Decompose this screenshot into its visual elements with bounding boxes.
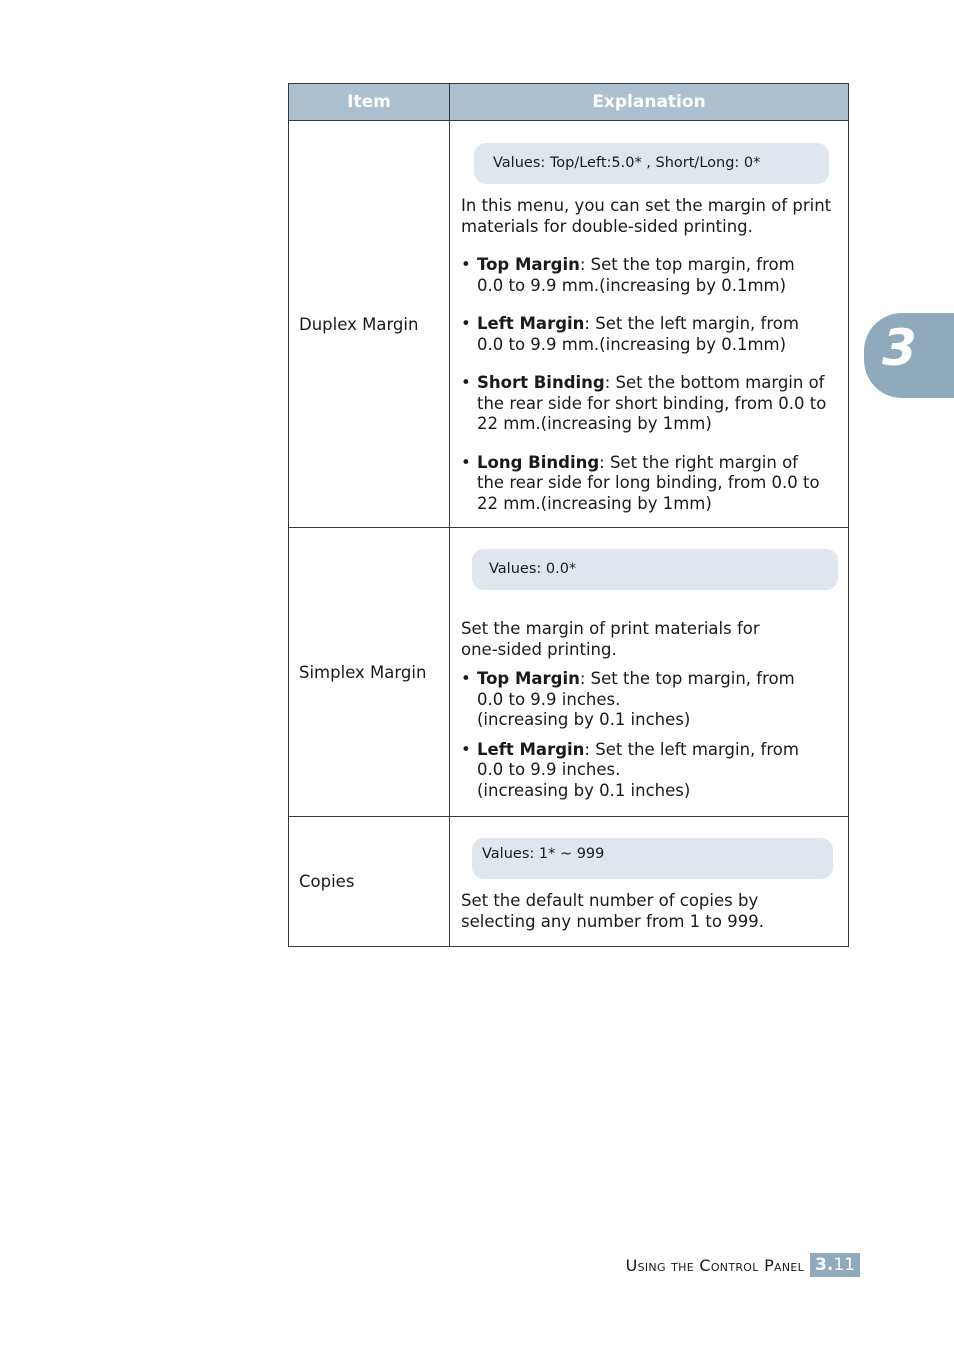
list-item: • Top Margin: Set the top margin, from 0.0 to 9.9 mm.(increasing by 0.1mm) — [461, 255, 795, 295]
header-explanation: Explanation — [450, 84, 849, 121]
values-text: Values: Top/Left:5.0* , Short/Long: 0* — [493, 155, 761, 172]
item-name: Copies — [289, 817, 450, 947]
list-item: • Long Binding: Set the right margin of the rear side for long binding, from 0.0 to 22 mm.(increasing by 1mm) — [461, 452, 820, 513]
page-number-badge — [810, 1253, 860, 1277]
table-row — [289, 528, 849, 817]
list-item: • Left Margin: Set the left margin, from 0.0 to 9.9 inches. (increasing by 0.1 inches) — [461, 739, 799, 800]
explanation-cell — [450, 817, 849, 947]
list-item: • Left Margin: Set the left margin, from 0.0 to 9.9 mm.(increasing by 0.1mm) — [461, 314, 799, 354]
values-box — [472, 549, 838, 590]
intro-text: In this menu, you can set the margin of print materials for double-sided printing. — [461, 196, 832, 236]
table-row — [289, 121, 849, 528]
list-item: • Short Binding: Set the bottom margin of the rear side for short binding, from 0.0 to 22 mm.(increasing by 1mm) — [461, 373, 827, 433]
explanation-cell — [450, 528, 849, 817]
table-row — [289, 817, 849, 947]
footer-title: Using the Control Panel — [625, 1255, 805, 1275]
chapter-number: 3 — [882, 319, 917, 377]
page-footer — [560, 1253, 860, 1277]
values-text: Values: 1* ~ 999 — [482, 846, 605, 862]
values-text: Values: 0.0* — [489, 561, 577, 578]
intro-text: Set the default number of copies by selecting any number from 1 to 999. — [461, 891, 764, 931]
chapter-tab — [864, 313, 954, 398]
item-name: Simplex Margin — [289, 528, 450, 817]
intro-text: Set the margin of print materials for one-sided printing. — [461, 619, 760, 659]
list-item: • Top Margin: Set the top margin, from 0.0 to 9.9 inches. (increasing by 0.1 inches) — [461, 669, 795, 729]
values-box — [472, 838, 833, 879]
chapter-prefix: 3. — [815, 1255, 834, 1275]
page-number: 11 — [833, 1255, 855, 1275]
table-header-row — [289, 84, 849, 121]
header-item: Item — [289, 84, 450, 121]
item-name: Duplex Margin — [289, 121, 450, 528]
explanation-cell — [450, 121, 849, 528]
settings-table — [288, 83, 849, 947]
values-box — [474, 143, 829, 184]
